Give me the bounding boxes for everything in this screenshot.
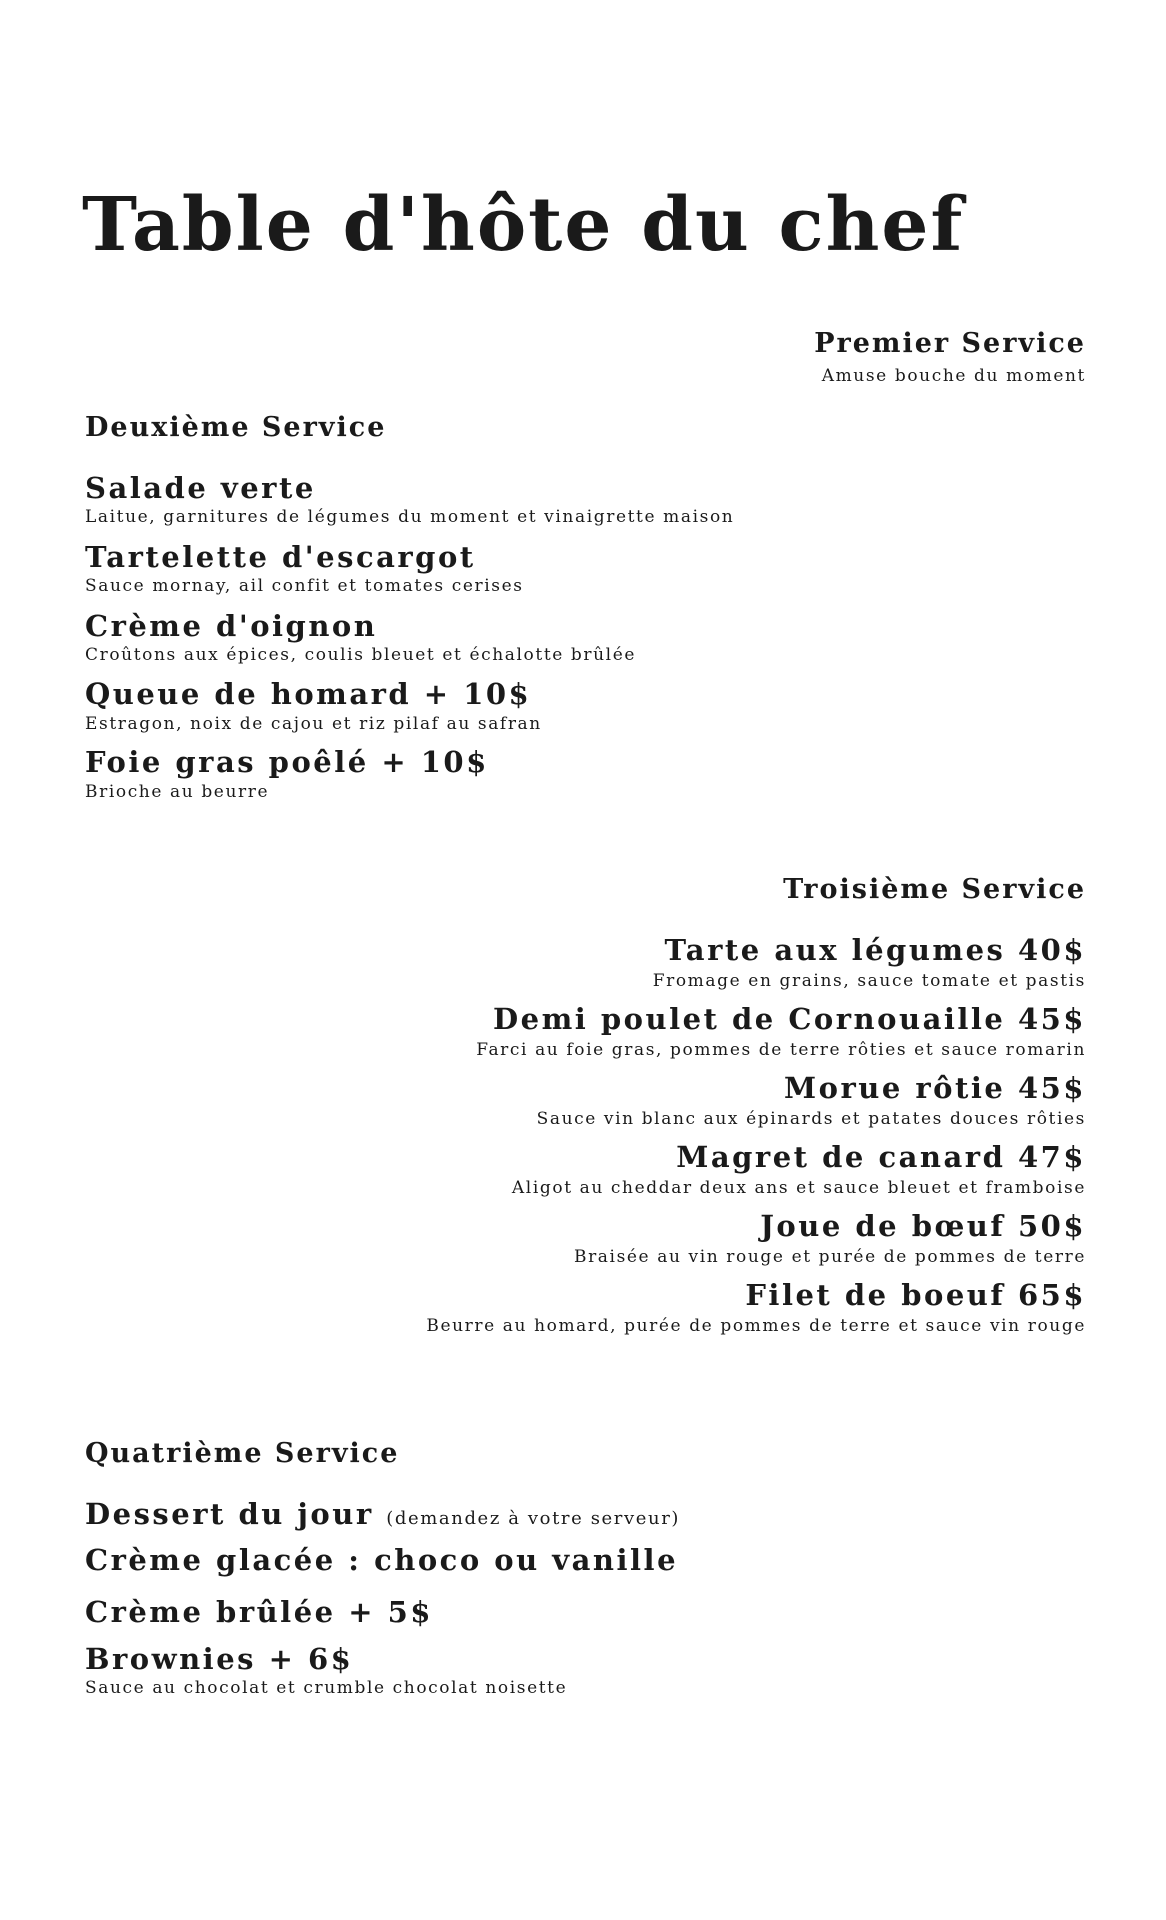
dish-name: Queue de homard + 10$ [85, 677, 532, 711]
dish-name: Crème glacée : choco ou vanille [85, 1543, 679, 1577]
dish-name: Filet de boeuf 65$ [745, 1278, 1086, 1312]
dish-name: Brownies + 6$ [85, 1642, 354, 1676]
dish-name: Foie gras poêlé + 10$ [85, 745, 489, 779]
dish-desc: Sauce vin blanc aux épinards et patates douces rôties [536, 1109, 1086, 1129]
premier-service-title: Premier Service [814, 328, 1086, 359]
dish-desc: Estragon, noix de cajou et riz pilaf au safran [85, 714, 542, 734]
page-title: Table d'hôte du chef [82, 182, 965, 268]
dish-name: Crème d'oignon [85, 609, 378, 643]
dish-name: Tarte aux légumes 40$ [664, 933, 1086, 967]
dish-desc: Croûtons aux épices, coulis bleuet et échalotte brûlée [85, 645, 637, 665]
dish-name: Crème brûlée + 5$ [85, 1595, 433, 1629]
dish-name: Demi poulet de Cornouaille 45$ [492, 1002, 1086, 1036]
dish-note: (demandez à votre serveur) [386, 1508, 681, 1529]
dish-desc: Aligot au cheddar deux ans et sauce bleuet et framboise [511, 1178, 1086, 1198]
dish-desc: Braisée au vin rouge et purée de pommes de terre [573, 1247, 1086, 1267]
deuxieme-service-title: Deuxième Service [85, 412, 387, 443]
dish-name: Magret de canard 47$ [676, 1140, 1086, 1174]
dish-name: Morue rôtie 45$ [784, 1071, 1086, 1105]
quatrieme-service-title: Quatrième Service [85, 1438, 400, 1469]
dish-desc: Sauce mornay, ail confit et tomates cerises [85, 576, 524, 596]
dish-desc: Laitue, garnitures de légumes du moment et vinaigrette maison [85, 507, 735, 527]
dish-desc: Brioche au beurre [85, 782, 270, 802]
dish-name [85, 1497, 681, 1531]
dish-desc: Sauce au chocolat et crumble chocolat noisette [85, 1678, 568, 1698]
troisieme-service-title: Troisième Service [783, 874, 1086, 905]
dish-name: Tartelette d'escargot [85, 540, 476, 574]
dish-desc: Beurre au homard, purée de pommes de terre et sauce vin rouge [426, 1316, 1086, 1336]
dish-name: Joue de bœuf 50$ [760, 1209, 1086, 1243]
dish-desc: Farci au foie gras, pommes de terre rôties et sauce romarin [476, 1040, 1086, 1060]
dish-desc: Fromage en grains, sauce tomate et pastis [652, 971, 1086, 991]
premier-service-desc: Amuse bouche du moment [821, 366, 1086, 386]
dish-name: Salade verte [85, 471, 316, 505]
dish-name-text: Dessert du jour [85, 1497, 374, 1531]
